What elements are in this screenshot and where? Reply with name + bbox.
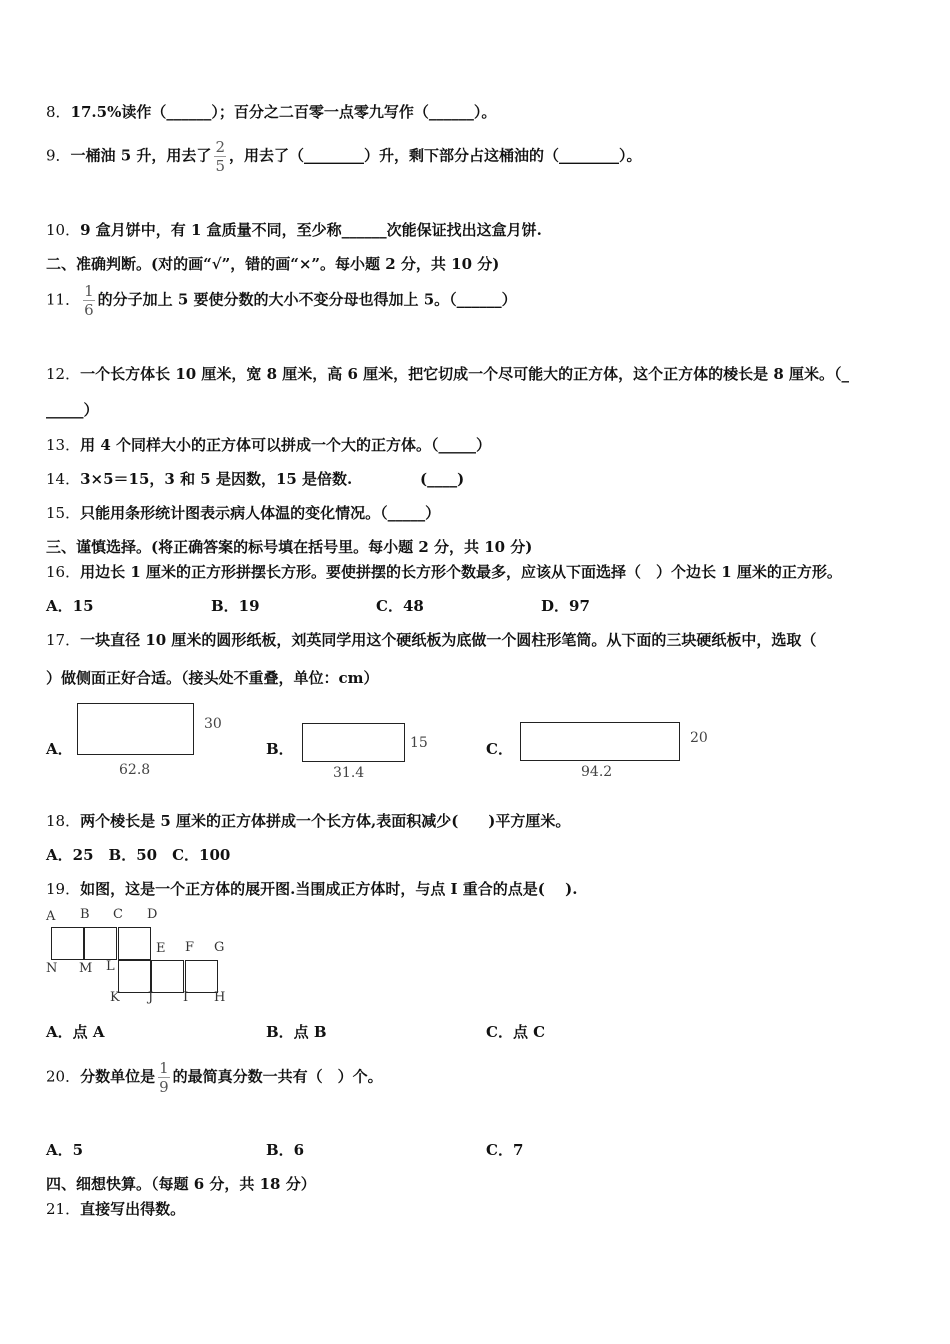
question-text: 两个棱长是 5 厘米的正方体拼成一个长方体,表面积减少( )平方厘米。	[80, 812, 571, 830]
q19-option-a: A．点 A	[46, 1023, 105, 1041]
question-text: 直接写出得数。	[80, 1200, 186, 1218]
question-text: 一桶油 5 升，用去了	[70, 146, 212, 165]
question-text: 用边长 1 厘米的正方形拼摆长方形。要使拼摆的长方形个数最多，应该从下面选择（ ）个边长 1 厘米的正方形。	[80, 563, 842, 581]
question-number: 17．	[46, 631, 81, 649]
q19-option-c: C．点 C	[486, 1023, 546, 1041]
point-l: L	[106, 959, 115, 974]
section-3-heading: 三、谨慎选择。(将正确答案的标号填在括号里。每小题 2 分，共 10 分)	[46, 538, 533, 556]
point-a: A	[46, 909, 56, 924]
point-h: H	[214, 990, 226, 1005]
q19-option-b: B．点 B	[266, 1023, 327, 1041]
question-21	[46, 1199, 185, 1219]
q17-rect-c-width: 94.2	[581, 764, 613, 780]
q17-option-b-label: B．	[266, 740, 294, 758]
question-text: 用 4 个同样大小的正方体可以拼成一个大的正方体。（_____）	[80, 436, 491, 454]
point-j: J	[148, 990, 154, 1005]
q20-option-a: A．5	[46, 1141, 84, 1159]
question-18	[46, 811, 570, 831]
question-number: 11．	[46, 290, 81, 309]
section-2-heading: 二、准确判断。(对的画“√”，错的画“×”。每小题 2 分，共 10 分)	[46, 255, 500, 273]
q17-rect-c-height: 20	[690, 730, 708, 746]
question-text-cont: 的最简真分数一共有（ ）个。	[172, 1067, 383, 1086]
q17-option-c-label: C．	[486, 740, 513, 758]
question-12	[46, 364, 849, 384]
question-number: 13．	[46, 436, 81, 454]
question-15	[46, 503, 440, 523]
question-number: 21．	[46, 1200, 81, 1218]
question-9	[46, 138, 642, 175]
question-text: 9 盒月饼中，有 1 盒质量不同，至少称______次能保证找出这盒月饼.	[80, 221, 542, 239]
question-number: 12．	[46, 365, 81, 383]
question-text: 一个长方体长 10 厘米，宽 8 厘米，高 6 厘米，把它切成一个尽可能大的正方体，这个正方体的棱长是 8 厘米。（_	[80, 365, 850, 383]
question-20	[46, 1059, 383, 1096]
question-8	[46, 102, 496, 122]
q17-rect-a-height: 30	[204, 716, 222, 732]
net-square	[118, 960, 151, 993]
q18-options: A．25 B．50 C．100	[46, 846, 231, 864]
net-square	[118, 927, 151, 960]
q16-option-a: A．15	[46, 597, 94, 615]
q17-rect-c	[520, 722, 680, 761]
question-number: 9．	[46, 146, 71, 165]
question-14-blank: (____)	[420, 470, 465, 488]
q16-option-d: D．97	[541, 597, 590, 615]
question-11	[46, 282, 517, 319]
question-text: 的分子加上 5 要使分数的大小不变分母也得加上 5。（______）	[97, 290, 517, 309]
question-text: 分数单位是	[80, 1067, 156, 1086]
fraction-one-sixth: $\frac{1}{6}$	[84, 282, 94, 319]
question-number: 19．	[46, 880, 81, 898]
point-k: K	[110, 990, 120, 1005]
net-square	[151, 960, 184, 993]
q16-option-b: B．19	[211, 597, 260, 615]
question-number: 20．	[46, 1067, 81, 1086]
question-number: 18．	[46, 812, 81, 830]
q16-option-c: C．48	[376, 597, 424, 615]
point-f: F	[185, 940, 195, 955]
net-square	[84, 927, 117, 960]
question-number: 14．	[46, 470, 81, 488]
question-text: 3×5＝15，3 和 5 是因数，15 是倍数.	[80, 470, 353, 488]
net-square	[51, 927, 84, 960]
question-text-cont: ，用去了（________）升，剩下部分占这桶油的（________）。	[228, 146, 642, 165]
question-number: 10．	[46, 221, 81, 239]
q17-rect-a	[77, 703, 194, 755]
question-14	[46, 469, 352, 489]
point-b: B	[80, 907, 90, 922]
question-13	[46, 435, 491, 455]
section-4-heading: 四、细想快算。（每题 6 分，共 18 分）	[46, 1175, 316, 1193]
point-i: I	[183, 990, 189, 1005]
question-10	[46, 220, 542, 240]
question-16	[46, 562, 842, 582]
question-17	[46, 630, 816, 650]
question-number: 15．	[46, 504, 81, 522]
point-d: D	[147, 907, 158, 922]
q17-rect-b	[302, 723, 405, 762]
net-square	[185, 960, 218, 993]
question-19	[46, 879, 577, 899]
question-12-cont: _____）	[46, 401, 99, 419]
question-text: 只能用条形统计图表示病人体温的变化情况。（_____）	[80, 504, 441, 522]
point-c: C	[113, 907, 123, 922]
fraction-one-ninth: $\frac{1}{9}$	[159, 1059, 169, 1096]
question-text: 如图，这是一个正方体的展开图.当围成正方体时，与点 I 重合的点是( ).	[80, 880, 578, 898]
q17-rect-a-width: 62.8	[119, 762, 151, 778]
q17-rect-b-width: 31.4	[333, 765, 365, 781]
question-number: 8．	[46, 103, 71, 121]
q20-option-b: B．6	[266, 1141, 305, 1159]
point-m: M	[79, 961, 93, 976]
question-number: 16．	[46, 563, 81, 581]
question-17-cont: ）做侧面正好合适。（接头处不重叠，单位：cm）	[46, 669, 379, 687]
point-n: N	[46, 961, 58, 976]
fraction-two-fifths: $\frac{2}{5}$	[215, 138, 225, 175]
q20-option-c: C．7	[486, 1141, 524, 1159]
question-text: 17.5%读作（______）；百分之二百零一点零九写作（______）。	[70, 103, 497, 121]
point-g: G	[214, 940, 225, 955]
question-text: 一块直径 10 厘米的圆形纸板，刘英同学用这个硬纸板为底做一个圆柱形笔筒。从下面的三块硬纸板中，选取（	[80, 631, 817, 649]
q17-option-a-label: A．	[46, 740, 73, 758]
point-e: E	[156, 941, 166, 956]
q17-rect-b-height: 15	[410, 735, 428, 751]
